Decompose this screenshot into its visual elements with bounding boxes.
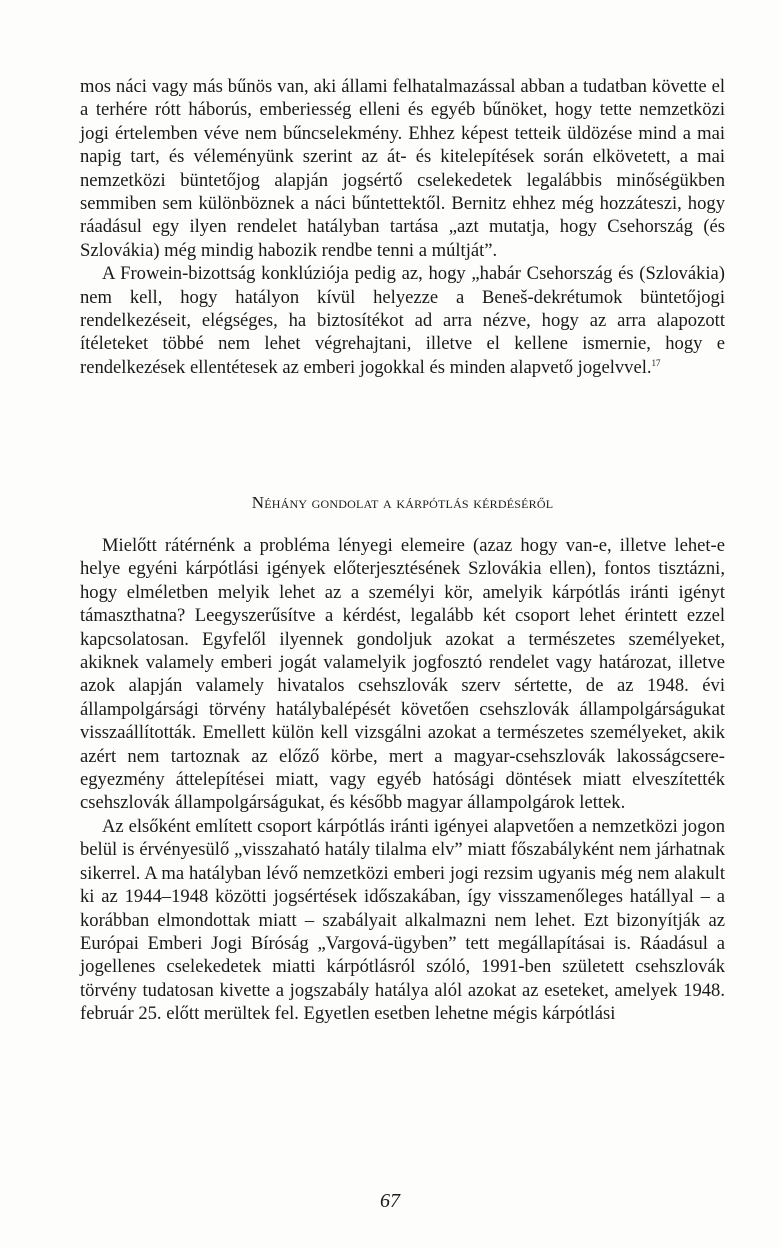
paragraph-intro bbox=[80, 534, 725, 815]
paragraph-text: mos náci vagy más bűnös van, aki állami felhatalmazással abban a tudatban követte el a terhére rótt háborús, emberiesség elleni és egyéb bűnöket, hogy tette nemzetközi jogi értelemben véve nem bűncselekmény. Ehhez képest tetteik üldözése mind a mai napig tart, és véleményünk szerint az át- és kitelepítések során elkövetett, a mai nemzetközi büntetőjog alapján jogsértő cselekedetek legalábbis minőségükben semmiben sem különböznek a náci bűntettektől. Bernitz ehhez még hozzáteszi, hogy ráadásul egy ilyen rendelet hatályban tartása „azt mutatja, hogy Csehország (és Szlovákia) még mindig habozik rendbe tenni a múltját”. bbox=[80, 76, 725, 261]
section-heading: Néhány gondolat a kárpótlás kérdéséről bbox=[251, 493, 554, 512]
paragraph-first-group bbox=[80, 815, 725, 1026]
paragraph-continued bbox=[80, 75, 725, 262]
body-text-top bbox=[80, 75, 725, 379]
paragraph-frowein bbox=[80, 262, 725, 379]
page-number: 67 bbox=[380, 1190, 400, 1212]
footnote-marker[interactable]: 17 bbox=[651, 357, 661, 368]
paragraph-text: Mielőtt rátérnénk a probléma lényegi elemeire (azaz hogy van-e, illetve lehet-e helye egyéni kárpótlási igények előterjesztésének Szlovákia ellen), fontos tisztázni, hogy elméletben melyik lehet az a személyi kör, amelyik kárpótlás iránti igényt támaszthatna? Leegyszerűsítve a kérdést, legalább két csoport lehet érintett ezzel kapcsolatosan. Egyfelől ilyennek gondoljuk azokat a természetes személyeket, akiknek valamely emberi jogát valamelyik jogfosztó rendelet vagy határozat, illetve azok alapján valamely hivatalos csehszlovák szerv sértette, de az 1948. évi állampolgársági törvény hatálybalépését követően csehszlovák állampolgárságukat visszaállították. Emellett külön kell vizsgálni azokat a természetes személyeket, akik azért nem tartoznak az előző körbe, mert a magyar-csehszlovák lakosságcsere-egyezmény áttelepítései miatt, vagy egyéb hatósági döntések miatt elveszítették csehszlovák állampolgárságukat, és később magyar állampolgárok lettek. bbox=[80, 535, 725, 814]
paragraph-text: Az elsőként említett csoport kárpótlás iránti igényei alapvetően a nemzetközi jogon belül is érvényesülő „visszaható hatály tilalma elv” miatt főszabályként nem járhatnak sikerrel. A ma hatályban lévő nemzetközi emberi jogi rezsim ugyanis még nem alakult ki az 1944–1948 közötti jogsértések időszakában, így visszamenőleges hatállyal – a korábban elmondottak miatt – szabályait alkalmazni nem lehet. Ezt bizonyítják az Európai Emberi Jogi Bíróság „Vargová-ügyben” tett megállapításai is. Ráadásul a jogellenes cselekedetek miatti kárpótlásról szóló, 1991-ben született csehszlovák törvény tudatosan kivette a jogszabály hatálya alól azokat az eseteket, amelyek 1948. február 25. előtt merültek fel. Egyetlen esetben lehetne mégis kárpótlási bbox=[80, 815, 725, 1025]
paragraph-text: A Frowein-bizottság konklúziója pedig az, hogy „habár Csehország és (Szlovákia) nem kell, hogy hatályon kívül helyezze a Beneš-dekrétumok büntetőjogi rendelkezéseit, elégséges, ha biztosítékot ad arra nézve, hogy az arra alapozott ítéleteket többé nem lehet végrehajtani, illetve el kellene ismernie, hogy e rendelkezések ellentétesek az emberi jogokkal és minden alapvető jogelvvel. bbox=[80, 263, 725, 378]
body-text-bottom bbox=[80, 534, 725, 1026]
